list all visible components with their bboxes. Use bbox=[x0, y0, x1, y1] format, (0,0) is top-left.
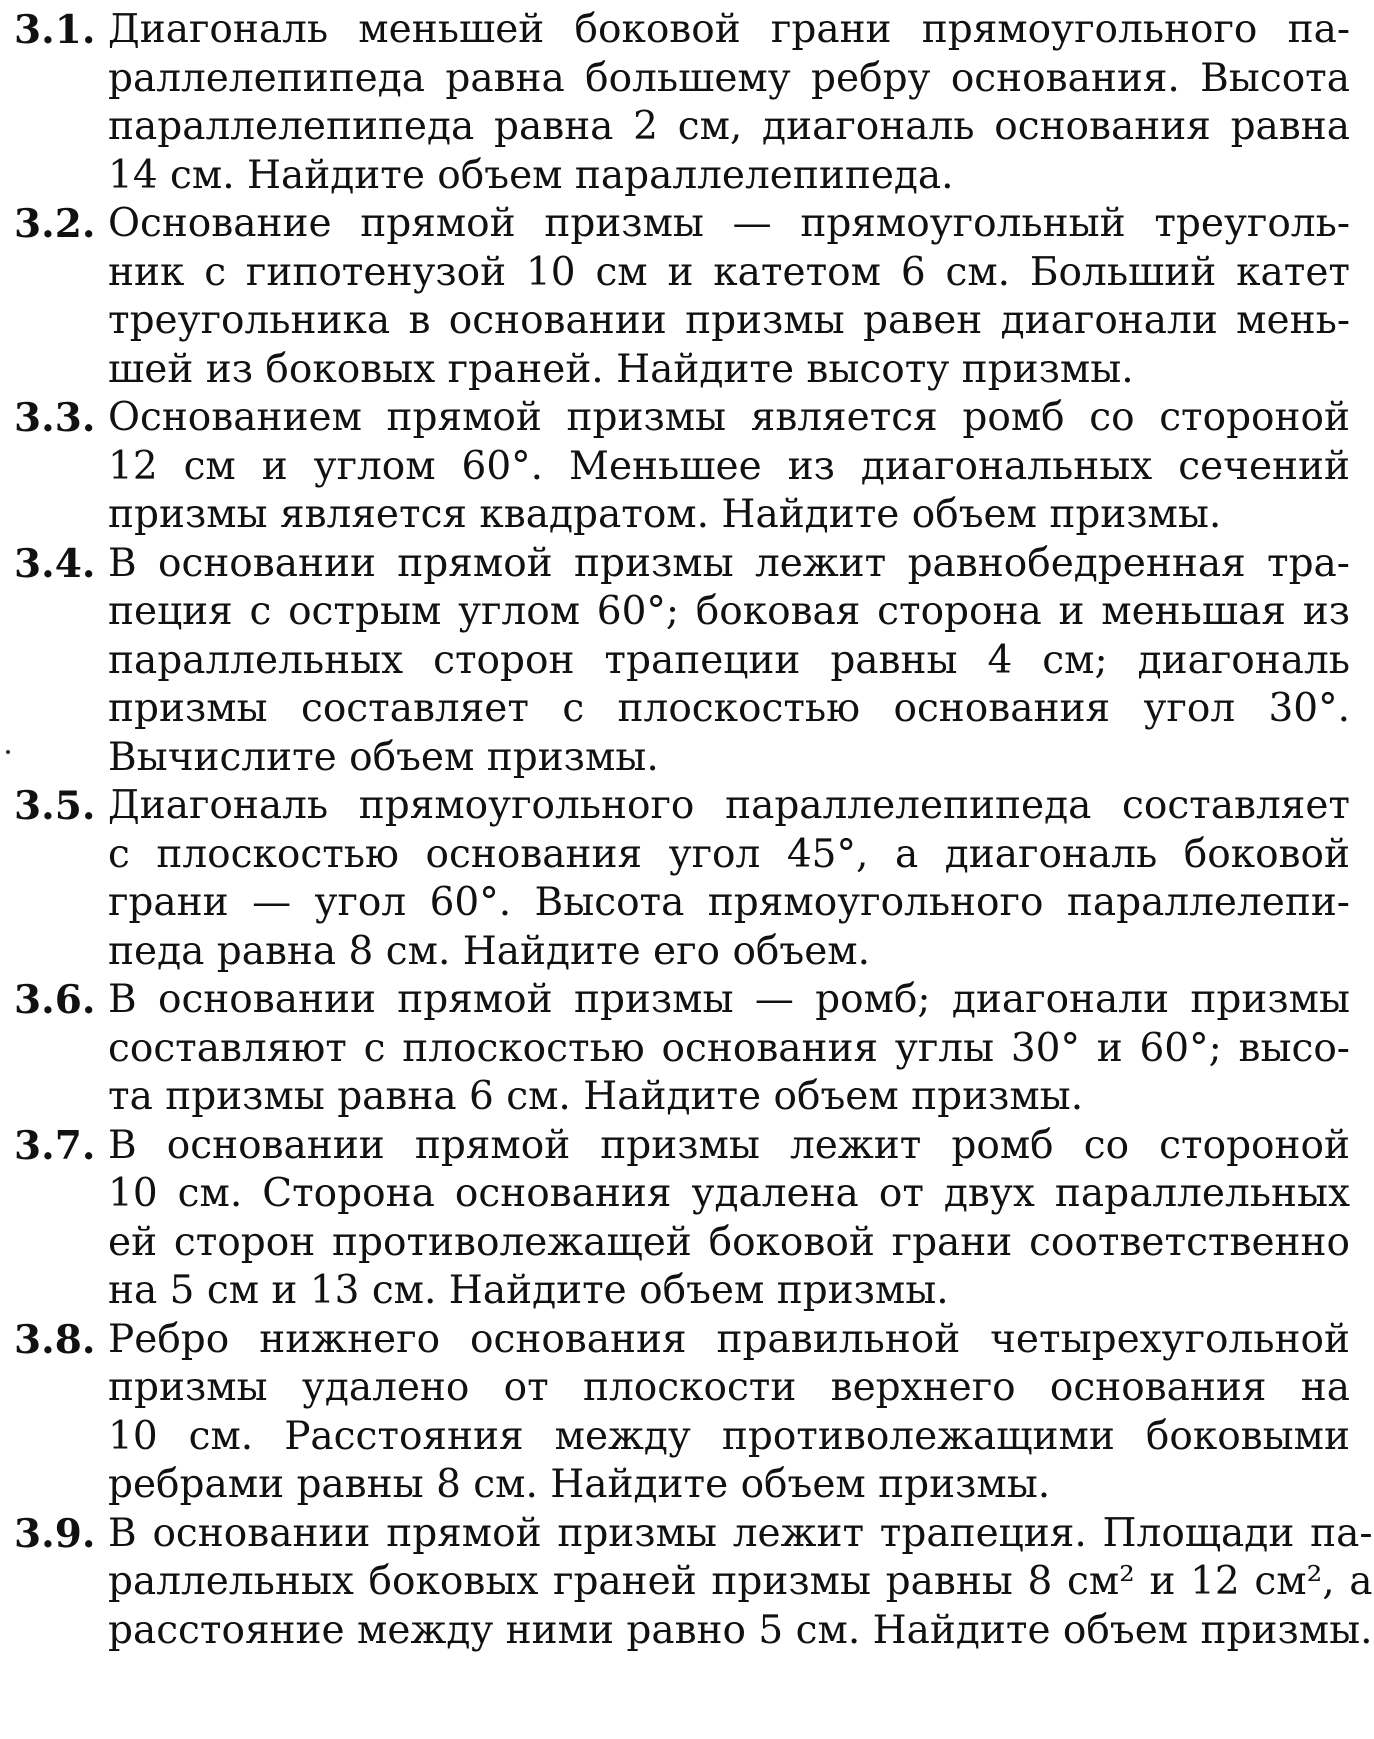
text-line: 14 см. Найдите объем параллелепипеда. bbox=[108, 152, 954, 198]
text-line: расстояние между ними равно 5 см. Найдите объем призмы. bbox=[108, 1607, 1373, 1653]
problem-text bbox=[108, 200, 1350, 394]
text-line: ребрами равны 8 см. Найдите объем призмы. bbox=[108, 1462, 1051, 1507]
problem-text bbox=[108, 540, 1350, 783]
problem-text bbox=[108, 782, 1350, 976]
text-line: призмы удалено от плоскости верхнего основания на bbox=[108, 1365, 1350, 1410]
text-line: на 5 см и 13 см. Найдите объем призмы. bbox=[108, 1268, 949, 1313]
problem-list bbox=[14, 6, 1373, 1655]
text-line: призмы является квадратом. Найдите объем призмы. bbox=[108, 492, 1222, 537]
text-line: грани — угол 60°. Высота прямоугольного параллелепи- bbox=[108, 880, 1350, 925]
problem-number: 3.4. bbox=[14, 540, 96, 587]
text-line: Основание прямой призмы — прямоугольный треуголь- bbox=[108, 201, 1350, 246]
text-line: Диагональ меньшей боковой грани прямоугольного па- bbox=[108, 7, 1350, 52]
text-line: В основании прямой призмы — ромб; диагонали призмы bbox=[108, 977, 1350, 1022]
text-line: параллелепипеда равна 2 см, диагональ основания равна bbox=[108, 104, 1350, 149]
text-line: ник с гипотенузой 10 см и катетом 6 см. Больший катет bbox=[108, 249, 1350, 295]
problem-number: 3.9. bbox=[14, 1510, 96, 1557]
text-line: пеция с острым углом 60°; боковая сторона и меньшая из bbox=[108, 589, 1350, 634]
problem-text bbox=[108, 1316, 1350, 1510]
problem-3-5 bbox=[14, 782, 1350, 976]
text-line: призмы составляет с плоскостью основания угол 30°. bbox=[108, 686, 1350, 731]
problem-number: 3.3. bbox=[14, 395, 96, 441]
text-line: 10 см. Сторона основания удалена от двух параллельных bbox=[108, 1171, 1350, 1216]
text-line: раллелепипеда равна большему ребру основания. Высота bbox=[108, 55, 1350, 101]
text-line: Основанием прямой призмы является ромб со стороной bbox=[108, 395, 1350, 440]
problem-text bbox=[108, 394, 1350, 540]
problem-3-4 bbox=[14, 540, 1350, 783]
problem-number: 3.6. bbox=[14, 977, 96, 1023]
text-line: Вычислите объем призмы. bbox=[108, 734, 659, 780]
problem-3-7 bbox=[14, 1122, 1350, 1316]
problem-3-1 bbox=[14, 6, 1350, 200]
problem-text bbox=[108, 1122, 1350, 1316]
text-line: с плоскостью основания угол 45°, а диагональ боковой bbox=[108, 831, 1350, 877]
text-line: 10 см. Расстояния между противолежащими боковыми bbox=[108, 1413, 1350, 1459]
text-line: В основании прямой призмы лежит трапеция. Площади па- bbox=[108, 1510, 1373, 1556]
text-line: раллельных боковых граней призмы равны 8 см² и 12 см², а bbox=[108, 1559, 1373, 1604]
problem-number: 3.2. bbox=[14, 201, 96, 247]
text-line: педа равна 8 см. Найдите его объем. bbox=[108, 928, 871, 974]
text-line: треугольника в основании призмы равен диагонали мень- bbox=[108, 298, 1350, 343]
problem-3-2 bbox=[14, 200, 1350, 394]
text-line: та призмы равна 6 см. Найдите объем призмы. bbox=[108, 1074, 1084, 1119]
text-line: составляют с плоскостью основания углы 30° и 60°; высо- bbox=[108, 1025, 1350, 1071]
text-line: Диагональ прямоугольного параллелепипеда составляет bbox=[108, 783, 1350, 828]
problem-text bbox=[108, 1510, 1373, 1656]
problem-number: 3.1. bbox=[14, 7, 96, 53]
text-line: ей сторон противолежащей боковой грани соответственно bbox=[108, 1219, 1350, 1265]
text-line: Ребро нижнего основания правильной четырехугольной bbox=[108, 1316, 1350, 1362]
text-line: В основании прямой призмы лежит равнобедренная тра- bbox=[108, 540, 1350, 586]
text-line: 12 см и углом 60°. Меньшее из диагональных сечений bbox=[108, 443, 1350, 489]
problem-3-6 bbox=[14, 976, 1350, 1122]
scan-speck bbox=[6, 750, 10, 754]
problem-3-9 bbox=[14, 1510, 1373, 1656]
problem-3-8 bbox=[14, 1316, 1350, 1510]
problem-number: 3.8. bbox=[14, 1316, 96, 1363]
text-line: шей из боковых граней. Найдите высоту призмы. bbox=[108, 346, 1134, 392]
text-line: параллельных сторон трапеции равны 4 см; диагональ bbox=[108, 637, 1350, 683]
text-line: В основании прямой призмы лежит ромб со стороной bbox=[108, 1122, 1350, 1168]
problem-text bbox=[108, 976, 1350, 1122]
problem-number: 3.7. bbox=[14, 1122, 96, 1169]
problem-number: 3.5. bbox=[14, 783, 96, 829]
problem-text bbox=[108, 6, 1350, 200]
problem-3-3 bbox=[14, 394, 1350, 540]
